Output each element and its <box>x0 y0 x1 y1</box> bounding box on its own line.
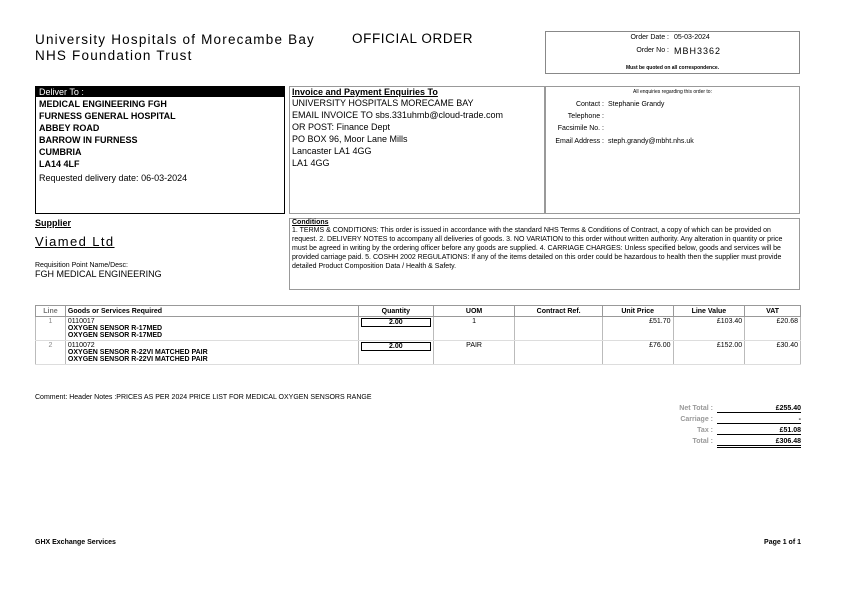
item-description: OXYGEN SENSOR R-22VI MATCHED PAIR <box>67 356 208 363</box>
invoice-line: UNIVERSITY HOSPITALS MORECAME BAY <box>292 98 474 108</box>
contact-label: Contact : <box>575 101 604 108</box>
supplier-name <box>35 234 115 249</box>
carriage-label: Carriage : <box>680 416 713 423</box>
grand-total-value: £306.48 <box>717 438 801 448</box>
order-date-label: Order Date : <box>630 34 669 41</box>
deliver-to-box <box>35 86 285 214</box>
order-no: MBH3362 <box>674 46 722 56</box>
item-description: OXYGEN SENSOR R-17MED <box>67 325 163 332</box>
footer-service-name: GHX Exchange Services <box>35 539 116 546</box>
quantity: 2.00 <box>361 318 431 327</box>
deliver-line: LA14 4LF <box>39 159 80 169</box>
deliver-line: CUMBRIA <box>39 147 82 157</box>
order-info-box <box>545 31 800 74</box>
deliver-to-heading: Deliver To : <box>36 87 284 97</box>
grand-total-label: Total : <box>692 438 713 445</box>
telephone-label: Telephone : <box>567 113 604 120</box>
invoice-box <box>289 86 545 214</box>
net-total-label: Net Total : <box>679 405 713 412</box>
col-header-uom: UOM <box>433 306 515 317</box>
goods-cell <box>65 317 358 341</box>
invoice-line: EMAIL INVOICE TO sbs.331uhmb@cloud-trade.com <box>292 110 504 120</box>
line-number: 2 <box>36 341 66 365</box>
requisition-point-label: Requisition Point Name/Desc: <box>35 262 128 269</box>
invoice-heading: Invoice and Payment Enquiries To <box>292 87 438 97</box>
unit-price: £76.00 <box>602 341 673 365</box>
carriage-row <box>640 416 802 427</box>
unit-price: £51.70 <box>602 317 673 341</box>
contract-ref <box>515 317 603 341</box>
goods-cell <box>65 341 358 365</box>
table-row <box>36 317 801 341</box>
email-value: steph.grandy@mbht.nhs.uk <box>608 138 694 145</box>
invoice-line: PO BOX 96, Moor Lane Mills <box>292 134 408 144</box>
deliver-line: ABBEY ROAD <box>39 123 100 133</box>
item-code: 0110072 <box>67 342 95 349</box>
requisition-point-value: FGH MEDICAL ENGINEERING <box>35 269 162 279</box>
order-lines-table <box>35 305 801 365</box>
tax-row <box>640 427 802 438</box>
invoice-line: OR POST: Finance Dept <box>292 122 391 132</box>
col-header-contract: Contract Ref. <box>515 306 603 317</box>
deliver-line: MEDICAL ENGINEERING FGH <box>39 99 167 109</box>
supplier-name-text: Viamed Ltd <box>35 234 115 249</box>
header-comment: Comment: Header Notes :PRICES AS PER 2024 PRICE LIST FOR MEDICAL OXYGEN SENSORS RANGE <box>35 394 372 401</box>
uom: 1 <box>433 317 515 341</box>
conditions-box <box>289 218 800 290</box>
contact-value: Stephanie Grandy <box>608 101 665 108</box>
col-header-goods: Goods or Services Required <box>65 306 358 317</box>
deliver-line: FURNESS GENERAL HOSPITAL <box>39 111 176 121</box>
grand-total-row <box>640 438 802 449</box>
quote-note: Must be quoted on all correspondence. <box>625 65 720 71</box>
tax-value: £51.08 <box>717 427 801 435</box>
requested-delivery-date: Requested delivery date: 06-03-2024 <box>39 173 188 183</box>
net-total-value: £255.40 <box>717 405 801 413</box>
item-code: 0110017 <box>67 318 95 325</box>
item-description: OXYGEN SENSOR R-22VI MATCHED PAIR <box>67 349 208 356</box>
deliver-line: BARROW IN FURNESS <box>39 135 138 145</box>
table-row <box>36 341 801 365</box>
vat: £30.40 <box>745 341 801 365</box>
order-no-label: Order No : <box>636 47 669 54</box>
table-header-row <box>36 306 801 317</box>
conditions-text: 1. TERMS & CONDITIONS: This order is issued in accordance with the standard NHS Terms & Conditions of Contract, a copy of which can be provided on request. 2. DELIVERY NOTES to accompany all deliveries of goods. 3. NO VARIATION to this order without written authority. Any alteration in quantity or price must be agreed in writing by the ordering officer before any goods are supplied. 4. CARRIAGE CHARGES: Unless specified below, goods and services will be provided carriage paid. 5. COSHH 2002 REGULATIONS: If any of the items detailed on this order could be hazardous to health then the supplier must provide detailed Product Composition Data / Health & Safety. <box>292 227 783 270</box>
organisation-name: University Hospitals of Morecambe Bay NHS Foundation Trust <box>35 32 315 63</box>
fax-label: Facsimile No. : <box>557 125 604 132</box>
item-description: OXYGEN SENSOR R-17MED <box>67 332 163 339</box>
email-label: Email Address : <box>555 138 604 145</box>
quantity: 2.00 <box>361 342 431 351</box>
net-total-row <box>640 405 802 416</box>
conditions-heading: Conditions <box>292 219 329 226</box>
page-number: Page 1 of 1 <box>764 539 801 546</box>
contract-ref <box>515 341 603 365</box>
col-header-vat: VAT <box>745 306 801 317</box>
col-header-quantity: Quantity <box>358 306 433 317</box>
tax-label: Tax : <box>697 427 713 434</box>
line-value: £152.00 <box>673 341 745 365</box>
col-header-line-value: Line Value <box>673 306 745 317</box>
invoice-line: LA1 4GG <box>292 158 330 168</box>
document-title: OFFICIAL ORDER <box>352 31 474 46</box>
supplier-heading: Supplier <box>35 218 72 228</box>
enquiries-box <box>545 86 800 214</box>
order-date: 05-03-2024 <box>674 34 710 41</box>
col-header-unit-price: Unit Price <box>602 306 673 317</box>
vat: £20.68 <box>745 317 801 341</box>
uom: PAIR <box>433 341 515 365</box>
totals-block <box>640 405 802 449</box>
col-header-line: Line <box>36 306 66 317</box>
line-value: £103.40 <box>673 317 745 341</box>
invoice-line: Lancaster LA1 4GG <box>292 146 372 156</box>
carriage-value: - <box>717 416 801 424</box>
enquiries-heading: All enquiries regarding this order to: <box>633 89 712 95</box>
line-number: 1 <box>36 317 66 341</box>
